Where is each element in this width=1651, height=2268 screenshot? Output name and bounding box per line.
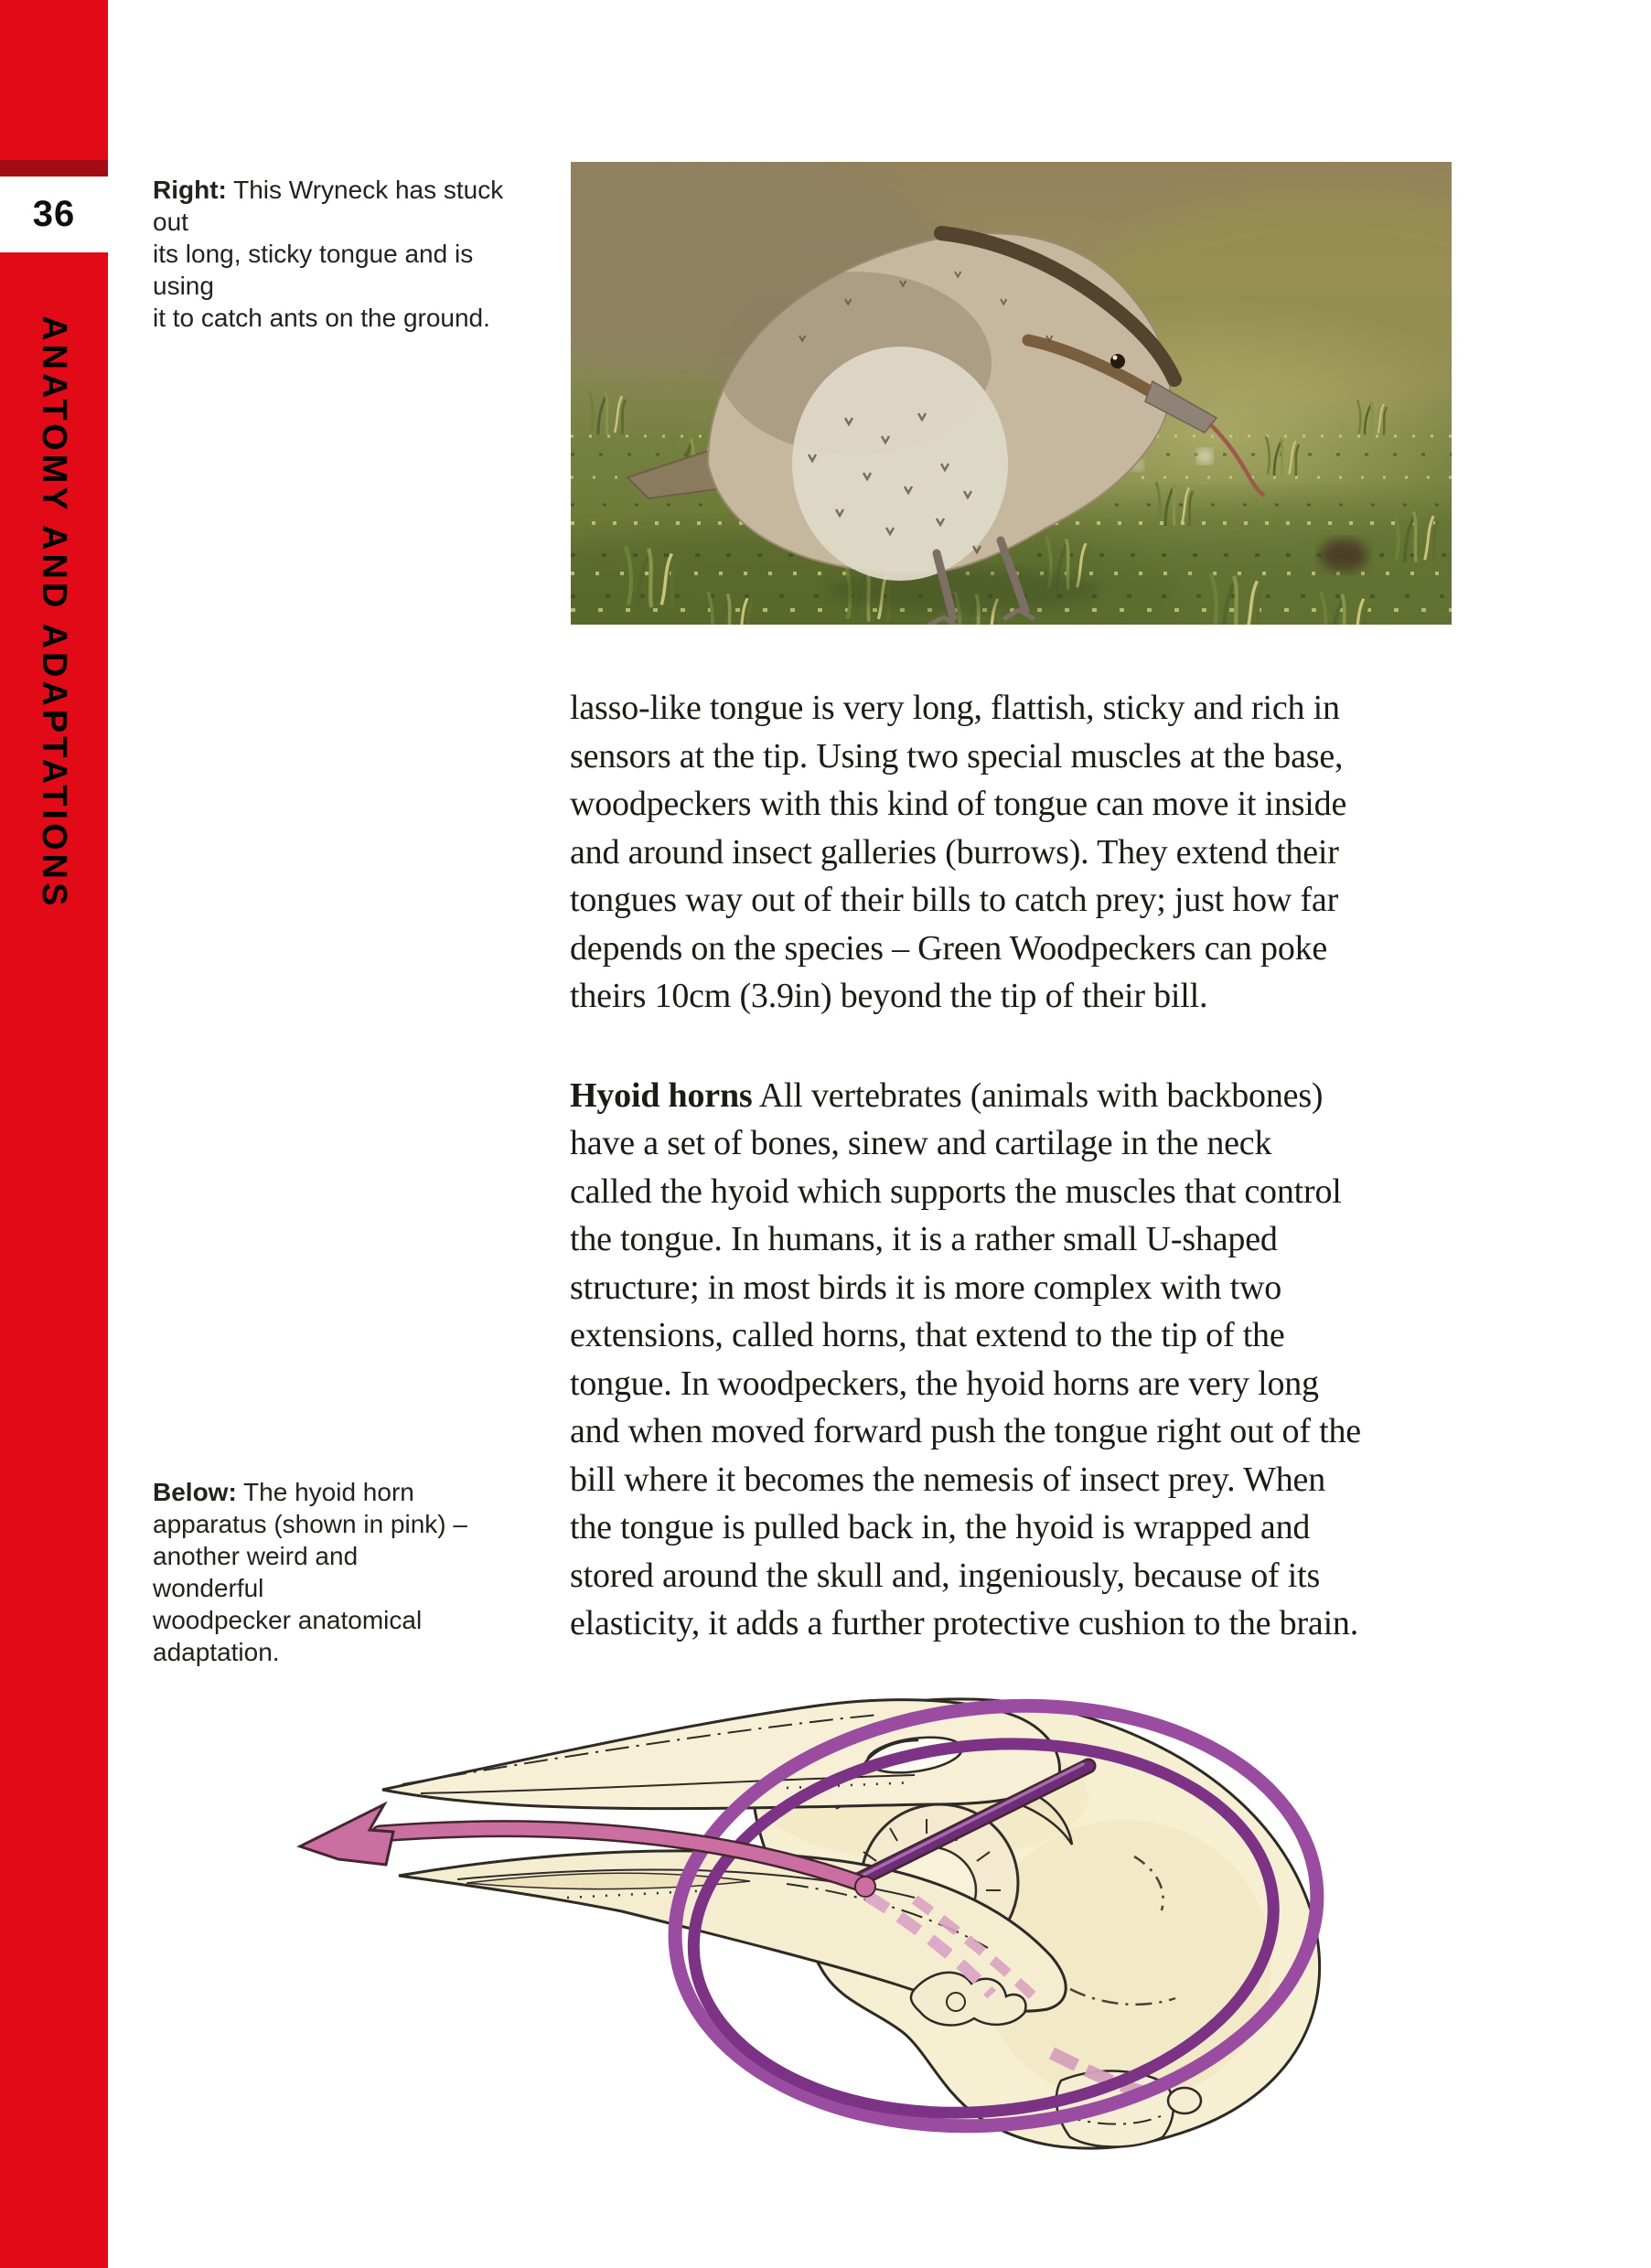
- text-line: depends on the species – Green Woodpeckers can poke: [570, 928, 1328, 968]
- text-line: woodpeckers with this kind of tongue can move it inside: [570, 785, 1347, 823]
- bird-eye: [1110, 354, 1125, 369]
- text-line: stored around the skull and, ingeniously, because of its: [570, 1556, 1321, 1595]
- run-in-heading: Hyoid horns: [570, 1075, 753, 1115]
- wryneck-photo-art: [571, 162, 1452, 625]
- caption-line: apparatus (shown in pink) –: [153, 1510, 467, 1538]
- caption-line: its long, sticky tongue and is using: [153, 240, 474, 300]
- skull-illustration: [274, 1687, 1409, 2163]
- caption-line: Below: The hyoid horn: [153, 1478, 414, 1506]
- caption-lead: Right:: [153, 176, 227, 204]
- text-line: the tongue. In humans, it is a rather small U-shaped: [570, 1220, 1278, 1258]
- text-line: elasticity, it adds a further protective cushion to the brain.: [570, 1604, 1359, 1642]
- caption-line: another weird and wonderful: [153, 1542, 359, 1602]
- photo-caption: [153, 174, 528, 334]
- text-line: the tongue is pulled back in, the hyoid is wrapped and: [570, 1508, 1311, 1546]
- text-line: tongues way out of their bills to catch prey; just how far: [570, 881, 1339, 919]
- text-line: have a set of bones, sinew and cartilage in the neck: [570, 1124, 1272, 1162]
- sidebar-accent-stripe: [0, 160, 108, 177]
- body-text: [570, 684, 1471, 1648]
- caption-line: woodpecker anatomical: [153, 1606, 423, 1634]
- bird-breast: [792, 347, 1008, 581]
- caption-line: adaptation.: [153, 1638, 280, 1666]
- paragraph-tongue: [570, 684, 1471, 1021]
- arrowhead: [300, 1804, 393, 1865]
- text-line: and when moved forward push the tongue right out of the: [570, 1412, 1361, 1450]
- illustration-caption: [153, 1476, 468, 1668]
- wryneck-photo: [571, 162, 1452, 625]
- caption-line: Right: This Wryneck has stuck out: [153, 176, 504, 236]
- text-line: called the hyoid which supports the muscles that control: [570, 1171, 1342, 1211]
- text-line: Hyoid horns All vertebrates (animals with backbones): [570, 1075, 1324, 1115]
- caption-line: it to catch ants on the ground.: [153, 304, 490, 332]
- caption-lead: Below:: [153, 1478, 237, 1506]
- chapter-title-vertical: ANATOMY AND ADAPTATIONS: [35, 316, 73, 910]
- page-number: 36: [32, 194, 76, 234]
- skull-illustration-art: [274, 1687, 1409, 2163]
- paragraph-hyoid-horns: [570, 1072, 1471, 1648]
- text-line: sensors at the tip. Using two special muscles at the base,: [570, 736, 1344, 776]
- text-line: and around insect galleries (burrows). They extend their: [570, 832, 1339, 872]
- text-line: theirs 10cm (3.9in) beyond the tip of their bill.: [570, 977, 1208, 1015]
- text-line: lasso-like tongue is very long, flattish, sticky and rich in: [570, 689, 1340, 727]
- text-line: extensions, called horns, that extend to the tip of the: [570, 1316, 1285, 1354]
- text-line: structure; in most birds it is more complex with two: [570, 1268, 1282, 1307]
- text-line: tongue. In woodpeckers, the hyoid horns are very long: [570, 1364, 1319, 1403]
- text-line: bill where it becomes the nemesis of insect prey. When: [570, 1460, 1325, 1499]
